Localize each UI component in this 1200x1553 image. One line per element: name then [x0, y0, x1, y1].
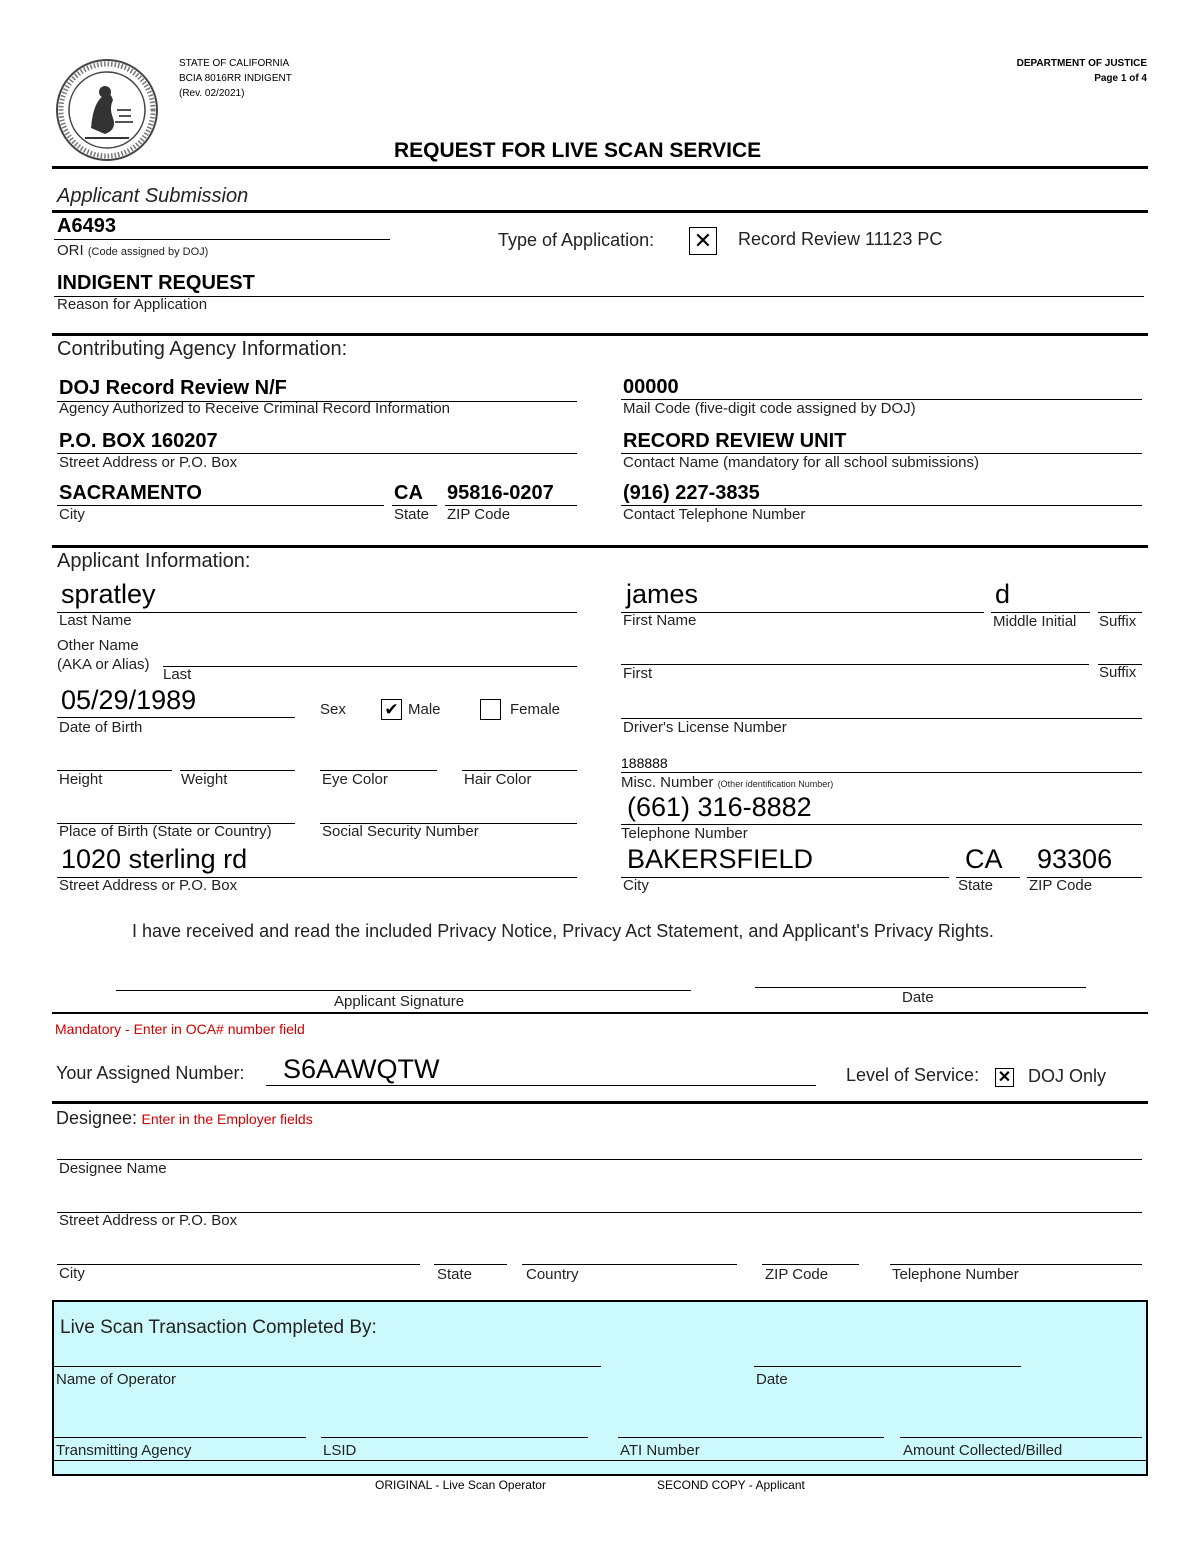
- agency-section-title: Contributing Agency Information:: [57, 338, 348, 360]
- contact-name-label: Contact Name (mandatory for all school submissions): [623, 454, 979, 471]
- header-divider: [52, 166, 1148, 169]
- agency-name-value[interactable]: DOJ Record Review N/F: [59, 377, 287, 399]
- ati-number-label: ATI Number: [620, 1442, 700, 1459]
- drivers-license-label: Driver's License Number: [623, 719, 787, 736]
- designee-title: Designee:: [56, 1108, 138, 1128]
- applicant-phone-label: Telephone Number: [621, 825, 748, 842]
- live-scan-date-line[interactable]: [754, 1366, 1021, 1367]
- ori-label: ORI: [57, 242, 84, 259]
- female-label: Female: [510, 701, 561, 718]
- designee-street-label: Street Address or P.O. Box: [59, 1212, 238, 1229]
- signature-label: Applicant Signature: [334, 993, 465, 1010]
- applicant-street-label: Street Address or P.O. Box: [59, 877, 238, 894]
- ori-value[interactable]: A6493: [57, 215, 116, 237]
- reason-value[interactable]: INDIGENT REQUEST: [57, 272, 255, 294]
- live-scan-date-label: Date: [756, 1371, 788, 1388]
- agency-city-value[interactable]: SACRAMENTO: [59, 482, 202, 504]
- agency-street-value[interactable]: P.O. BOX 160207: [59, 430, 218, 452]
- male-checkbox[interactable]: [381, 699, 402, 720]
- amount-line[interactable]: [900, 1437, 1142, 1438]
- checkmark-icon: ✔: [384, 700, 399, 719]
- agency-state-label: State: [394, 506, 430, 523]
- form-number: BCIA 8016RR INDIGENT: [179, 73, 292, 84]
- page-title: REQUEST FOR LIVE SCAN SERVICE: [394, 139, 762, 162]
- type-of-application-checkbox[interactable]: [689, 227, 717, 255]
- suffix-label: Suffix: [1099, 613, 1137, 630]
- hair-color-label: Hair Color: [464, 771, 532, 788]
- dob-label: Date of Birth: [59, 719, 143, 736]
- applicant-city-label: City: [623, 877, 649, 894]
- misc-number-value[interactable]: 188888: [621, 755, 668, 771]
- ati-number-line[interactable]: [618, 1437, 884, 1438]
- designee-name-label: Designee Name: [59, 1160, 167, 1177]
- form-revision: (Rev. 02/2021): [179, 88, 245, 99]
- designee-zip-label: ZIP Code: [765, 1266, 829, 1283]
- other-name-label: Other Name: [57, 637, 139, 654]
- designee-city-label: City: [59, 1265, 85, 1282]
- signature-date-label: Date: [902, 989, 934, 1006]
- applicant-zip-value[interactable]: 93306: [1037, 844, 1113, 874]
- aka-label: (AKA or Alias): [57, 656, 150, 673]
- state-name: STATE OF CALIFORNIA: [179, 58, 290, 69]
- type-of-application-label: Type of Application:: [498, 230, 655, 250]
- ssn-label: Social Security Number: [322, 823, 479, 840]
- applicant-section-title: Applicant Information:: [57, 550, 251, 572]
- amount-label: Amount Collected/Billed: [903, 1442, 1063, 1459]
- female-checkbox[interactable]: [480, 699, 501, 720]
- applicant-phone-value[interactable]: (661) 316-8882: [627, 792, 812, 822]
- department-name: DEPARTMENT OF JUSTICE: [1016, 58, 1147, 69]
- signature-line[interactable]: [116, 990, 691, 991]
- x-mark-icon: ✕: [997, 1069, 1012, 1086]
- middle-initial-label: Middle Initial: [993, 613, 1077, 630]
- copy-second: SECOND COPY - Applicant: [657, 1478, 805, 1492]
- assigned-number-label: Your Assigned Number:: [56, 1063, 245, 1083]
- applicant-state-value[interactable]: CA: [965, 844, 1003, 874]
- x-mark-icon: ✕: [693, 228, 713, 253]
- state-seal: [55, 58, 159, 162]
- transmitting-agency-line[interactable]: [54, 1437, 306, 1438]
- transmitting-agency-label: Transmitting Agency: [56, 1442, 192, 1459]
- agency-state-value[interactable]: CA: [394, 482, 423, 504]
- applicant-zip-label: ZIP Code: [1029, 877, 1093, 894]
- submission-section-title: Applicant Submission: [57, 185, 249, 207]
- level-of-service-value: DOJ Only: [1028, 1066, 1107, 1086]
- designee-phone-line[interactable]: [890, 1264, 1142, 1265]
- place-of-birth-label: Place of Birth (State or Country): [59, 823, 272, 840]
- misc-number-label: Misc. Number: [621, 774, 714, 791]
- designee-country-label: Country: [526, 1266, 579, 1283]
- last-name-value[interactable]: spratley: [61, 579, 156, 609]
- other-suffix-label: Suffix: [1099, 664, 1137, 681]
- middle-initial-value[interactable]: d: [995, 579, 1011, 609]
- operator-label: Name of Operator: [56, 1371, 177, 1388]
- other-first-line[interactable]: [621, 664, 1089, 665]
- lsid-line[interactable]: [321, 1437, 588, 1438]
- dob-value[interactable]: 05/29/1989: [61, 685, 197, 715]
- designee-phone-label: Telephone Number: [892, 1266, 1019, 1283]
- height-label: Height: [59, 771, 103, 788]
- designee-country-line[interactable]: [522, 1264, 737, 1265]
- applicant-city-value[interactable]: BAKERSFIELD: [627, 844, 814, 874]
- mail-code-label: Mail Code (five-digit code assigned by DOJ): [623, 400, 916, 417]
- agency-zip-value[interactable]: 95816-0207: [447, 482, 554, 504]
- contact-phone-label: Contact Telephone Number: [623, 506, 806, 523]
- other-first-label: First: [623, 665, 653, 682]
- mail-code-value[interactable]: 00000: [623, 376, 679, 398]
- eye-color-label: Eye Color: [322, 771, 388, 788]
- other-last-label: Last: [163, 666, 192, 683]
- operator-line[interactable]: [54, 1366, 601, 1367]
- designee-name-line[interactable]: [57, 1159, 1142, 1160]
- agency-street-label: Street Address or P.O. Box: [59, 454, 238, 471]
- contact-phone-value[interactable]: (916) 227-3835: [623, 482, 760, 504]
- privacy-statement: I have received and read the included Privacy Notice, Privacy Act Statement, and Applicant's Privacy Rights.: [132, 921, 994, 941]
- copy-original: ORIGINAL - Live Scan Operator: [375, 1478, 546, 1492]
- contact-name-value[interactable]: RECORD REVIEW UNIT: [623, 430, 847, 452]
- designee-note: Enter in the Employer fields: [141, 1111, 313, 1127]
- weight-label: Weight: [181, 771, 228, 788]
- page-number: Page 1 of 4: [1094, 73, 1147, 84]
- male-label: Male: [408, 701, 441, 718]
- agency-zip-label: ZIP Code: [447, 506, 511, 523]
- sex-label: Sex: [320, 701, 346, 718]
- reason-label: Reason for Application: [57, 296, 208, 313]
- level-of-service-label: Level of Service:: [846, 1065, 980, 1085]
- first-name-value[interactable]: james: [626, 579, 699, 609]
- applicant-street-value[interactable]: 1020 sterling rd: [61, 844, 248, 874]
- applicant-state-label: State: [958, 877, 994, 894]
- assigned-number-value[interactable]: S6AAWQTW: [283, 1054, 440, 1084]
- mandatory-note: Mandatory - Enter in OCA# number field: [55, 1021, 305, 1037]
- designee-state-label: State: [437, 1266, 473, 1283]
- agency-name-label: Agency Authorized to Receive Criminal Record Information: [59, 400, 451, 417]
- doj-only-checkbox[interactable]: [995, 1068, 1014, 1087]
- designee-zip-line[interactable]: [762, 1264, 859, 1265]
- agency-city-label: City: [59, 506, 85, 523]
- ori-note: (Code assigned by DOJ): [87, 246, 209, 258]
- last-name-label: Last Name: [59, 612, 132, 629]
- first-name-label: First Name: [623, 612, 697, 629]
- type-of-application-value: Record Review 11123 PC: [738, 229, 943, 249]
- lsid-label: LSID: [323, 1442, 357, 1459]
- designee-city-line[interactable]: [57, 1264, 420, 1265]
- misc-number-note: (Other identification Number): [717, 779, 834, 789]
- live-scan-title: Live Scan Transaction Completed By:: [60, 1317, 377, 1338]
- signature-date-line[interactable]: [755, 987, 1086, 988]
- designee-state-line[interactable]: [434, 1264, 507, 1265]
